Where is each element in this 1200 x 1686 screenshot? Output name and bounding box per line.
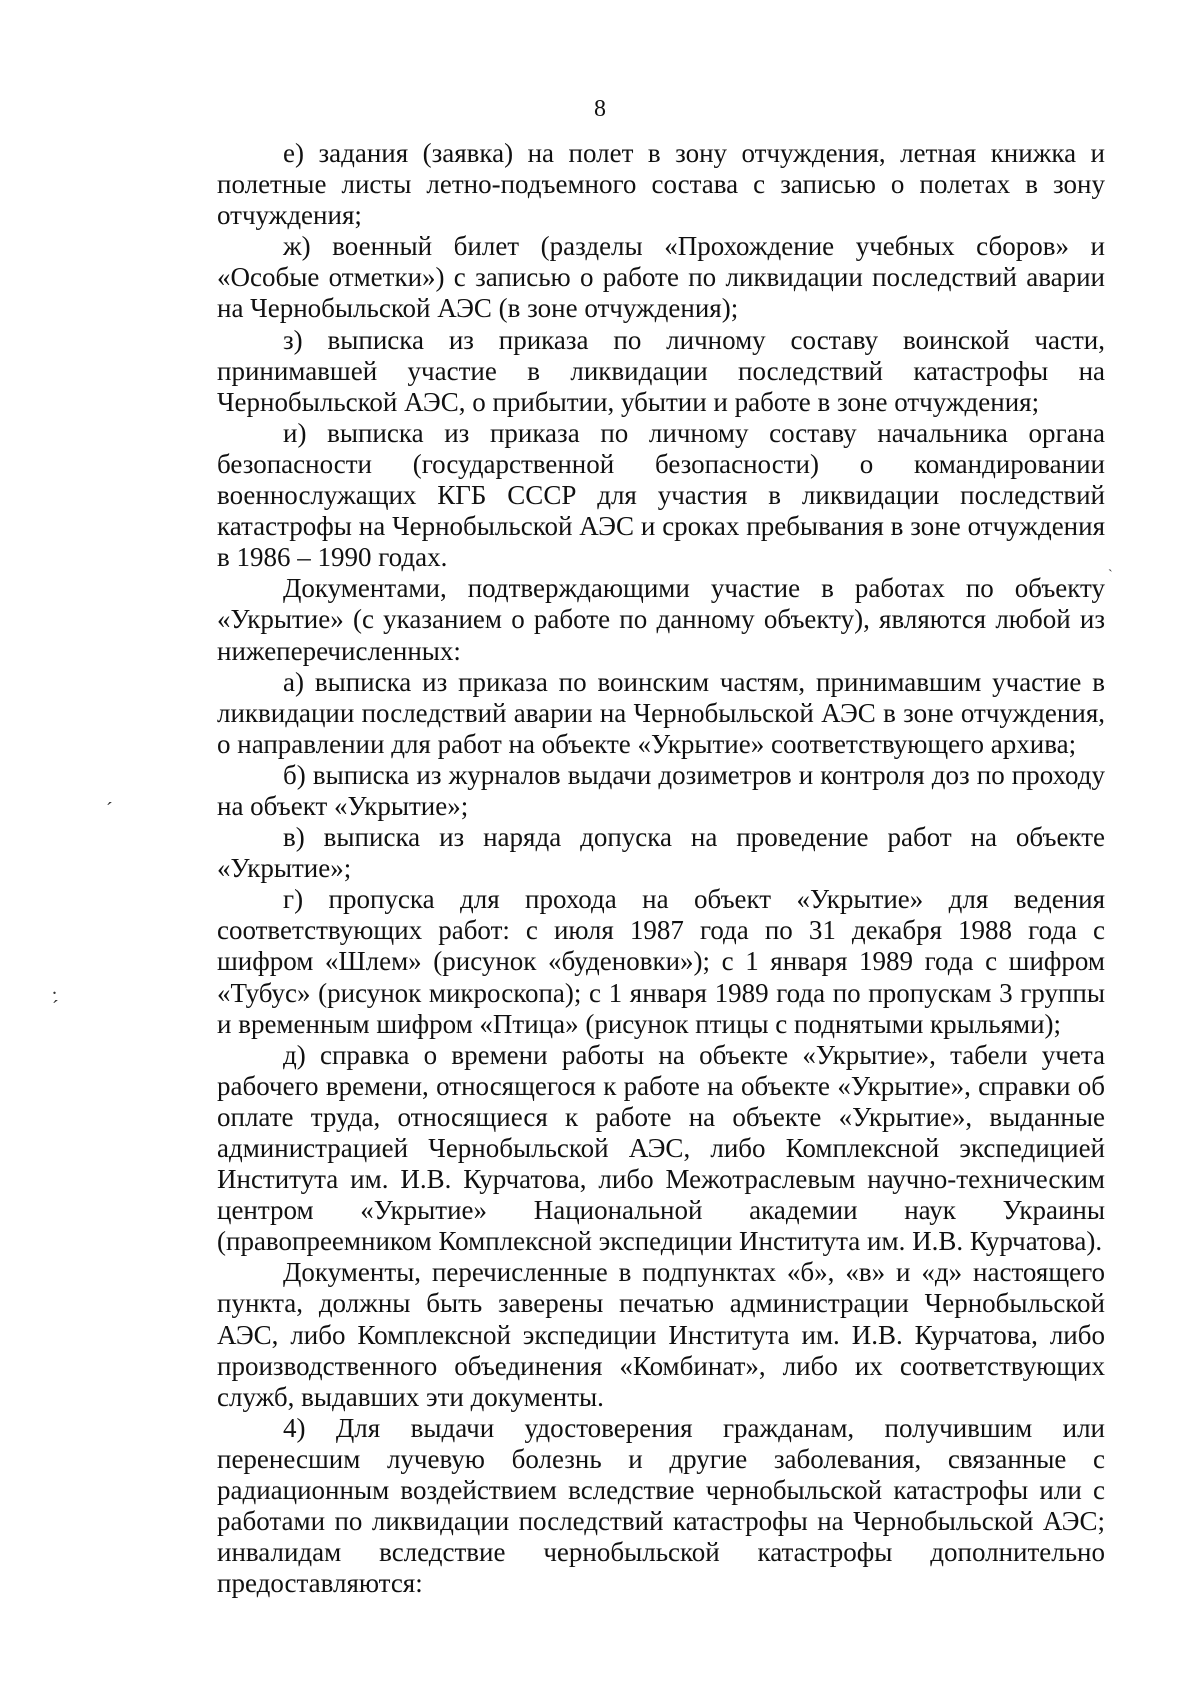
scan-speck-mark: ˋ xyxy=(1108,568,1113,583)
paragraph-zh-military-id: ж) военный билет (разделы «Прохождение учебных сборов» и «Особые отметки») с записью о работе по ликвидации последствий аварии на Чернобыльской АЭС (в зоне отчуждения); xyxy=(217,231,1105,324)
paragraph-ukrytie-documents-intro: Документами, подтверждающими участие в работах по объекту «Укрытие» (с указанием о работе по данному объекту), являются любой из нижеперечисленных: xyxy=(217,573,1105,666)
paragraph-b-dosimeter-journals: б) выписка из журналов выдачи дозиметров и контроля доз по проходу на объект «Укрытие»; xyxy=(217,759,1105,821)
scan-speck-mark: ˊ xyxy=(106,799,113,821)
page-number: 8 xyxy=(594,96,606,122)
paragraph-g-access-passes: г) пропуска для прохода на объект «Укрытие» для ведения соответствующих работ: с июля 1987 года по 31 декабря 1988 года с шифром «Шлем» (рисунок «буденовки»); с 1 января 1989 года с шифром «Тубус» (рисунок микроскопа); с 1 января 1989 года по пропускам 3 группы и временным шифром «Птица» (рисунок птицы с поднятыми крыльями); xyxy=(217,884,1105,1039)
paragraph-z-unit-order-extract: з) выписка из приказа по личному составу воинской части, принимавшей участие в ликвидации последствий катастрофы на Чернобыльской АЭС, о прибытии, убытии и работе в зоне отчуждения; xyxy=(217,324,1105,417)
scan-speck-mark: . xyxy=(52,977,57,999)
paragraph-v-work-permit-extract: в) выписка из наряда допуска на проведение работ на объекте «Укрытие»; xyxy=(217,822,1105,884)
paragraph-i-security-order-extract: и) выписка из приказа по личному составу начальника органа безопасности (государственной безопасности) о командировании военнослужащих КГБ СССР для участия в ликвидации последствий катастрофы на Чернобыльской АЭС и сроках пребывания в зоне отчуждения в 1986 – 1990 годах. xyxy=(217,417,1105,573)
scan-speck-mark: ˊ xyxy=(52,997,59,1019)
paragraph-e-flight-tasks: е) задания (заявка) на полет в зону отчуждения, летная книжка и полетные листы летно-подъемного состава с записью о полетах в зону отчуждения; xyxy=(217,138,1105,231)
paragraph-certification-requirement: Документы, перечисленные в подпунктах «б», «в» и «д» настоящего пункта, должны быть заверены печатью администрации Чернобыльской АЭС, либо Комплексной экспедиции Института им. И.В. Курчатова, либо производственного объединения «Комбинат», либо их соответствующих служб, выдавших эти документы. xyxy=(217,1257,1105,1412)
document-body xyxy=(217,138,1105,1599)
paragraph-4-radiation-illness: 4) Для выдачи удостоверения гражданам, получившим или перенесшим лучевую болезнь и другие заболевания, связанные с радиационным воздействием вследствие чернобыльской катастрофы или с работами по ликвидации последствий катастрофы на Чернобыльской АЭС; инвалидам вследствие чернобыльской катастрофы дополнительно предоставляются: xyxy=(217,1412,1105,1599)
paragraph-d-work-time-certificate: д) справка о времени работы на объекте «Укрытие», табели учета рабочего времени, относящегося к работе на объекте «Укрытие», справки об оплате труда, относящиеся к работе на объекте «Укрытие», выданные администрацией Чернобыльской АЭС, либо Комплексной экспедицией Института им. И.В. Курчатова, либо Межотраслевым научно-техническим центром «Укрытие» Национальной академии наук Украины (правопреемником Комплексной экспедиции Института им. И.В. Курчатова). xyxy=(217,1039,1105,1257)
paragraph-a-military-order-extract: а) выписка из приказа по воинским частям, принимавшим участие в ликвидации последствий аварии на Чернобыльской АЭС в зоне отчуждения, о направлении для работ на объекте «Укрытие» соответствующего архива; xyxy=(217,666,1105,759)
